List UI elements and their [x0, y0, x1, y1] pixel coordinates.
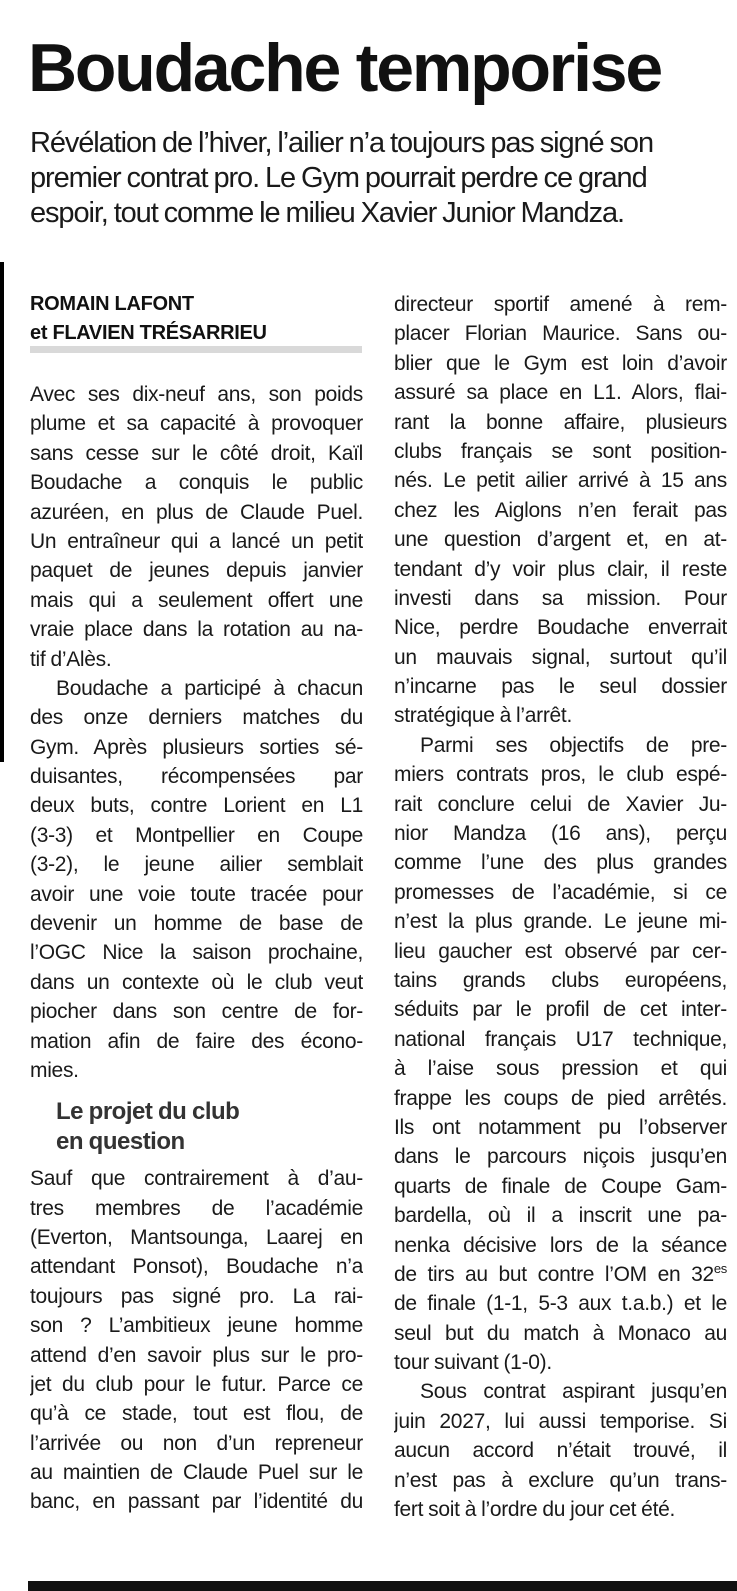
body-line: nés. Le petit ailier arrivé à 15 ans [394, 469, 727, 493]
byline-divider [30, 346, 362, 353]
body-line: fert soit à l’ordre du jour cet été. [394, 1498, 676, 1522]
body-line: l’arrivée ou non d’un repreneur [30, 1431, 363, 1455]
subhead-line: en question [56, 1127, 185, 1155]
body-line: plume et sa capacité à provoquer [30, 412, 363, 436]
body-line: l’OGC Nice la saison prochaine, [30, 941, 363, 965]
body-line: Ils ont notamment pu l’observer [394, 1115, 727, 1139]
body-line: (3-3) et Montpellier en Coupe [30, 823, 363, 847]
body-line-with-ordinal [394, 1260, 727, 1289]
body-line: miers contrats pros, le club espé- [394, 763, 727, 787]
headline: Boudache temporise [28, 30, 661, 106]
body-line: jet du club pour le futur. Parce ce [30, 1372, 363, 1396]
body-line: mais qui a seulement offert une [30, 588, 363, 612]
body-line: (3-2), le jeune ailier semblait [30, 853, 363, 877]
body-line: clubs français se sont position- [394, 439, 727, 463]
body-line: tres membres de l’académie [30, 1196, 363, 1220]
body-line: assuré sa place en L1. Alors, flai- [394, 381, 727, 405]
body-line: investi dans sa mission. Pour [394, 586, 727, 610]
body-line: n’est la plus grande. Le jeune mi- [394, 910, 727, 934]
body-line: son ? L’ambitieux jeune homme [30, 1314, 363, 1338]
body-line: une question d’argent et, en at- [394, 528, 727, 552]
body-line: juin 2027, lui aussi temporise. Si [394, 1409, 727, 1433]
body-line: frappe les coups de pied arrêtés. [394, 1086, 727, 1110]
body-line: attend d’en savoir plus sur le pro- [30, 1343, 363, 1367]
body-line: banc, en passant par l’identité du [30, 1490, 363, 1514]
body-line: piocher dans son centre de for- [30, 1000, 363, 1024]
body-line: rait conclure celui de Xavier Ju- [394, 792, 727, 816]
body-line: aucun accord n’était trouvé, il [394, 1439, 727, 1463]
body-line: devenir un homme de base de [30, 912, 363, 936]
body-line: promesses de l’académie, si ce [394, 880, 727, 904]
body-line: comme l’une des plus grandes [394, 851, 727, 875]
body-line: bardella, où il a inscrit une pa- [394, 1204, 727, 1228]
body-line: un mauvais signal, surtout qu’il [394, 645, 727, 669]
body-line: Gym. Après plusieurs sorties sé- [30, 735, 363, 759]
body-line: Nice, perdre Boudache enverrait [394, 616, 727, 640]
body-line: azuréen, en plus de Claude Puel. [30, 500, 363, 524]
left-margin-rule [0, 262, 4, 762]
body-line: à l’aise sous pression et qui [394, 1057, 727, 1081]
body-line: placer Florian Maurice. Sans ou- [394, 322, 727, 346]
body-line: attendant Ponsot), Boudache n’a [30, 1255, 363, 1279]
body-column-right [394, 290, 727, 1524]
body-line: vraie place dans la rotation au na- [30, 618, 363, 642]
body-line: seul but du match à Monaco au [394, 1321, 727, 1345]
body-line: avoir une voie toute tracée pour [30, 882, 363, 906]
body-line: mies. [30, 1058, 79, 1082]
body-line: lieu gaucher est observé par cer- [394, 939, 727, 963]
body-line: Avec ses dix-neuf ans, son poids [30, 383, 363, 406]
body-line: des onze derniers matches du [30, 706, 363, 730]
body-line: tif d’Alès. [30, 647, 112, 671]
body-line: national français U17 technique, [394, 1027, 727, 1051]
body-line: tour suivant (1-0). [394, 1351, 552, 1375]
ordinal-superscript: es [713, 1260, 727, 1276]
body-column-left [30, 380, 363, 1517]
body-line: nior Mandza (16 ans), perçu [394, 822, 727, 846]
body-line: chez les Aiglons n’en ferait pas [394, 498, 727, 522]
body-line: Sauf que contrairement à d’au- [30, 1167, 363, 1191]
body-line: rant la bonne affaire, plusieurs [394, 410, 727, 434]
body-line: quarts de finale de Coupe Gam- [394, 1174, 727, 1198]
body-line: Parmi ses objectifs de pre- [420, 733, 727, 757]
body-line: Boudache a participé à chacun [56, 676, 363, 700]
body-line: stratégique à l’arrêt. [394, 704, 572, 728]
body-line: deux buts, contre Lorient en L1 [30, 794, 363, 818]
body-line: dans le parcours niçois jusqu’en [394, 1145, 727, 1169]
byline-author-2: et FLAVIEN TRÉSARRIEU [30, 322, 267, 344]
body-line: (Everton, Mantsounga, Laarej en [30, 1225, 363, 1249]
body-line: qu’à ce stade, tout est flou, de [30, 1402, 363, 1426]
body-line: toujours pas signé pro. La rai- [30, 1284, 363, 1308]
body-line: Boudache a conquis le public [30, 471, 363, 495]
body-line: n’est pas à exclure qu’un trans- [394, 1468, 727, 1492]
byline [30, 290, 362, 348]
body-line: mation afin de faire des écono- [30, 1029, 363, 1053]
body-line: séduits par le profil de cet inter- [394, 998, 727, 1022]
body-line: au maintien de Claude Puel sur le [30, 1461, 363, 1485]
body-line: tains grands clubs européens, [394, 968, 727, 992]
body-line: blier que le Gym est loin d’avoir [394, 351, 727, 375]
body-line: dans un contexte où le club veut [30, 970, 363, 994]
body-line: Un entraîneur qui a lancé un petit [30, 529, 363, 553]
body-line: paquet de jeunes depuis janvier [30, 559, 363, 583]
body-line: directeur sportif amené à rem- [394, 293, 727, 316]
body-line: Sous contrat aspirant jusqu’en [420, 1380, 727, 1404]
subhead-line: Le projet du club [56, 1098, 240, 1126]
bottom-rule [28, 1581, 737, 1591]
body-line: n’incarne pas le seul dossier [394, 675, 727, 699]
body-line: duisantes, récompensées par [30, 765, 363, 789]
byline-author-1: ROMAIN LAFONT [30, 293, 194, 315]
body-line: tendant d’y voir plus clair, il reste [394, 557, 727, 581]
body-line-text: de tirs au but contre l’OM en 32 [394, 1262, 714, 1286]
body-line: nenka décisive lors de la séance [394, 1233, 727, 1257]
body-line: de finale (1-1, 5-3 aux t.a.b.) et le [394, 1292, 727, 1316]
standfirst: Révélation de l’hiver, l’ailier n’a toujours pas signé son premier contrat pro. Le Gym pourrait perdre ce grand espoir, tout comme le milieu Xavier Junior Mandza. [30, 127, 653, 229]
body-line: sans cesse sur le côté droit, Kaïl [30, 441, 363, 465]
